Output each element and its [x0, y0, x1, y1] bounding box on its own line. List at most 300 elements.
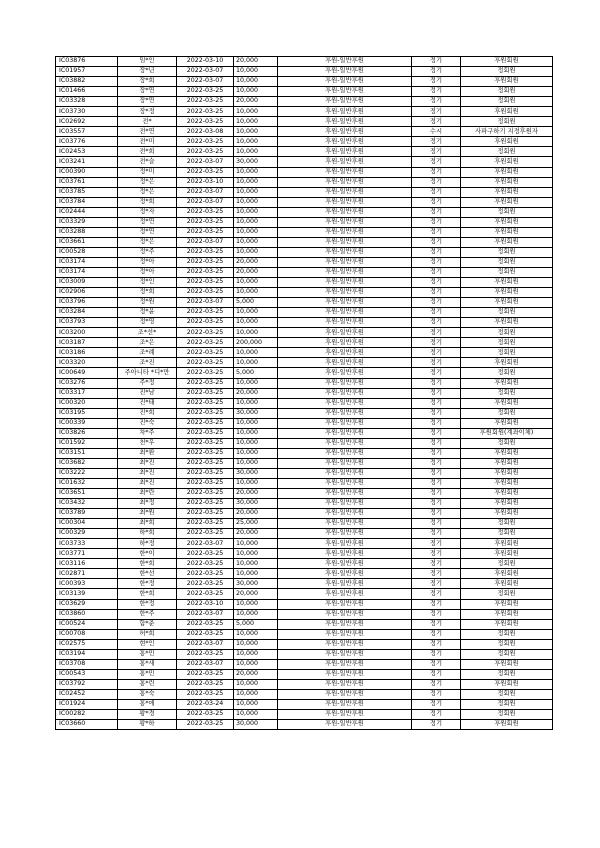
date-cell: 2022-03-25	[177, 388, 234, 398]
donor-name-cell: 정*은	[118, 187, 177, 197]
date-cell: 2022-03-25	[177, 689, 234, 699]
table-row	[56, 338, 553, 348]
category-cell: 후원-일반후원	[278, 720, 412, 730]
donor-name-cell: 정*윤	[118, 308, 177, 318]
date-cell: 2022-03-25	[177, 398, 234, 408]
date-cell: 2022-03-25	[177, 589, 234, 599]
amount-cell: 10,000	[234, 247, 278, 257]
date-cell: 2022-03-25	[177, 519, 234, 529]
date-cell: 2022-03-25	[177, 619, 234, 629]
amount-cell: 10,000	[234, 197, 278, 207]
date-cell: 2022-03-07	[177, 157, 234, 167]
category-cell: 후원-일반후원	[278, 378, 412, 388]
table-row	[56, 137, 553, 147]
cycle-cell: 정기	[412, 509, 461, 519]
date-cell: 2022-03-25	[177, 97, 234, 107]
donor-id-cell: IC01924	[56, 700, 118, 710]
date-cell: 2022-03-25	[177, 288, 234, 298]
date-cell: 2022-03-25	[177, 358, 234, 368]
category-cell: 후원-일반후원	[278, 509, 412, 519]
amount-cell: 10,000	[234, 458, 278, 468]
donor-id-cell: IC01466	[56, 87, 118, 97]
table-row	[56, 187, 553, 197]
donor-name-cell: 정*인	[118, 278, 177, 288]
donor-id-cell: IC02453	[56, 147, 118, 157]
donor-name-cell: 조*례	[118, 348, 177, 358]
amount-cell: 10,000	[234, 609, 278, 619]
member-type-cell: 정회원	[461, 247, 553, 257]
table-row	[56, 539, 553, 549]
date-cell: 2022-03-25	[177, 529, 234, 539]
donor-name-cell: 한*희	[118, 589, 177, 599]
amount-cell: 30,000	[234, 468, 278, 478]
donor-id-cell: IC00528	[56, 247, 118, 257]
cycle-cell: 정기	[412, 619, 461, 629]
category-cell: 후원-일반후원	[278, 609, 412, 619]
cycle-cell: 정기	[412, 549, 461, 559]
donor-id-cell: IC03200	[56, 328, 118, 338]
category-cell: 후원-일반후원	[278, 167, 412, 177]
date-cell: 2022-03-07	[177, 609, 234, 619]
cycle-cell: 정기	[412, 438, 461, 448]
category-cell: 후원-일반후원	[278, 478, 412, 488]
donor-name-cell: 최*원	[118, 509, 177, 519]
cycle-cell: 정기	[412, 237, 461, 247]
donor-id-cell: IC02444	[56, 207, 118, 217]
amount-cell: 10,000	[234, 599, 278, 609]
table-row	[56, 509, 553, 519]
amount-cell: 10,000	[234, 308, 278, 318]
category-cell: 후원-일반후원	[278, 197, 412, 207]
donor-id-cell: IC03174	[56, 267, 118, 277]
category-cell: 후원-일반후원	[278, 308, 412, 318]
member-type-cell: 후원회원	[461, 167, 553, 177]
category-cell: 후원-일반후원	[278, 237, 412, 247]
date-cell: 2022-03-25	[177, 257, 234, 267]
date-cell: 2022-03-07	[177, 77, 234, 87]
donor-name-cell: 장*년	[118, 67, 177, 77]
table-row	[56, 499, 553, 509]
table-row	[56, 247, 553, 257]
table-row	[56, 649, 553, 659]
table-row	[56, 127, 553, 137]
table-row	[56, 549, 553, 559]
donor-name-cell: 장*희	[118, 77, 177, 87]
donor-name-cell: 정*주	[118, 247, 177, 257]
member-type-cell: 정회원	[461, 308, 553, 318]
cycle-cell: 정기	[412, 710, 461, 720]
amount-cell: 10,000	[234, 127, 278, 137]
table-row	[56, 197, 553, 207]
table-row	[56, 458, 553, 468]
table-row	[56, 227, 553, 237]
member-type-cell: 정회원	[461, 710, 553, 720]
donor-id-cell: IC02575	[56, 639, 118, 649]
amount-cell: 10,000	[234, 318, 278, 328]
donor-name-cell: 현*인	[118, 639, 177, 649]
member-type-cell: 후원회원	[461, 57, 553, 67]
category-cell: 후원-일반후원	[278, 187, 412, 197]
donor-name-cell: 홍*숙	[118, 689, 177, 699]
category-cell: 후원-일반후원	[278, 217, 412, 227]
donor-name-cell: 황*하	[118, 720, 177, 730]
date-cell: 2022-03-24	[177, 700, 234, 710]
donor-id-cell: IC00339	[56, 418, 118, 428]
amount-cell: 10,000	[234, 117, 278, 127]
table-row	[56, 157, 553, 167]
category-cell: 후원-일반후원	[278, 428, 412, 438]
date-cell: 2022-03-25	[177, 679, 234, 689]
category-cell: 후원-일반후원	[278, 247, 412, 257]
donor-name-cell: 전*미	[118, 137, 177, 147]
donor-id-cell: IC03187	[56, 338, 118, 348]
table-row	[56, 378, 553, 388]
donor-id-cell: IC00524	[56, 619, 118, 629]
category-cell: 후원-일반후원	[278, 388, 412, 398]
category-cell: 후원-일반후원	[278, 117, 412, 127]
donor-id-cell: IC03174	[56, 257, 118, 267]
donor-name-cell: 정*아	[118, 257, 177, 267]
donor-id-cell: IC03432	[56, 499, 118, 509]
member-type-cell: 정회원	[461, 117, 553, 127]
donor-name-cell: 최*란	[118, 489, 177, 499]
date-cell: 2022-03-25	[177, 509, 234, 519]
donor-name-cell: 함*춘	[118, 619, 177, 629]
table-row	[56, 77, 553, 87]
donor-id-cell: IC03195	[56, 408, 118, 418]
cycle-cell: 정기	[412, 589, 461, 599]
member-type-cell: 정회원	[461, 388, 553, 398]
date-cell: 2022-03-25	[177, 669, 234, 679]
donor-name-cell: 최*희	[118, 519, 177, 529]
cycle-cell: 정기	[412, 448, 461, 458]
amount-cell: 10,000	[234, 428, 278, 438]
cycle-cell: 정기	[412, 489, 461, 499]
donor-id-cell: IC03826	[56, 428, 118, 438]
member-type-cell: 후원회원	[461, 217, 553, 227]
table-row	[56, 267, 553, 277]
category-cell: 후원-일반후원	[278, 107, 412, 117]
cycle-cell: 정기	[412, 167, 461, 177]
donor-name-cell: 한*선	[118, 569, 177, 579]
amount-cell: 30,000	[234, 720, 278, 730]
member-type-cell: 후원회원	[461, 107, 553, 117]
date-cell: 2022-03-25	[177, 549, 234, 559]
member-type-cell: 후원회원	[461, 569, 553, 579]
date-cell: 2022-03-25	[177, 328, 234, 338]
table-row	[56, 167, 553, 177]
donor-name-cell: 진*남	[118, 388, 177, 398]
donor-name-cell: 주*정	[118, 378, 177, 388]
cycle-cell: 정기	[412, 529, 461, 539]
member-type-cell: 후원회원	[461, 720, 553, 730]
amount-cell: 10,000	[234, 187, 278, 197]
cycle-cell: 정기	[412, 247, 461, 257]
member-type-cell: 정회원	[461, 257, 553, 267]
amount-cell: 10,000	[234, 398, 278, 408]
member-type-cell: 사파구하기 지정후원자	[461, 127, 553, 137]
cycle-cell: 정기	[412, 298, 461, 308]
donor-id-cell: IC00393	[56, 579, 118, 589]
donor-name-cell: 최*진	[118, 458, 177, 468]
cycle-cell: 정기	[412, 67, 461, 77]
member-type-cell: 후원회원	[461, 77, 553, 87]
cycle-cell: 정기	[412, 499, 461, 509]
member-type-cell: 후원회원	[461, 298, 553, 308]
member-type-cell: 후원회원	[461, 137, 553, 147]
member-type-cell: 정회원	[461, 559, 553, 569]
cycle-cell: 정기	[412, 700, 461, 710]
member-type-cell: 정회원	[461, 97, 553, 107]
donor-id-cell: IC03276	[56, 378, 118, 388]
amount-cell: 10,000	[234, 237, 278, 247]
amount-cell: 10,000	[234, 659, 278, 669]
table-row	[56, 639, 553, 649]
date-cell: 2022-03-07	[177, 187, 234, 197]
table-row	[56, 448, 553, 458]
donor-id-cell: IC03139	[56, 589, 118, 599]
donor-id-cell: IC03284	[56, 308, 118, 318]
amount-cell: 20,000	[234, 489, 278, 499]
amount-cell: 10,000	[234, 559, 278, 569]
member-type-cell: 정회원	[461, 639, 553, 649]
donor-id-cell: IC03222	[56, 468, 118, 478]
donor-id-cell: IC03660	[56, 720, 118, 730]
donor-id-cell: IC01957	[56, 67, 118, 77]
amount-cell: 10,000	[234, 438, 278, 448]
category-cell: 후원-일반후원	[278, 57, 412, 67]
amount-cell: 5,000	[234, 619, 278, 629]
category-cell: 후원-일반후원	[278, 579, 412, 589]
table-row	[56, 117, 553, 127]
category-cell: 후원-일반후원	[278, 559, 412, 569]
member-type-cell: 정회원	[461, 629, 553, 639]
category-cell: 후원-일반후원	[278, 257, 412, 267]
category-cell: 후원-일반후원	[278, 358, 412, 368]
table-row	[56, 278, 553, 288]
category-cell: 후원-일반후원	[278, 458, 412, 468]
date-cell: 2022-03-25	[177, 569, 234, 579]
table-row	[56, 519, 553, 529]
donor-id-cell: IC00649	[56, 368, 118, 378]
donor-name-cell: 한*이	[118, 549, 177, 559]
cycle-cell: 정기	[412, 458, 461, 468]
category-cell: 후원-일반후원	[278, 87, 412, 97]
table-row	[56, 288, 553, 298]
category-cell: 후원-일반후원	[278, 157, 412, 167]
table-row	[56, 599, 553, 609]
donor-id-cell: IC03151	[56, 448, 118, 458]
donor-id-cell: IC01632	[56, 478, 118, 488]
date-cell: 2022-03-25	[177, 308, 234, 318]
category-cell: 후원-일반후원	[278, 398, 412, 408]
category-cell: 후원-일반후원	[278, 619, 412, 629]
donor-name-cell: 천*우	[118, 438, 177, 448]
donor-name-cell: 장*정	[118, 107, 177, 117]
category-cell: 후원-일반후원	[278, 448, 412, 458]
member-type-cell: 정회원	[461, 408, 553, 418]
donor-name-cell: 하*정	[118, 539, 177, 549]
donor-id-cell: IC02692	[56, 117, 118, 127]
table-row	[56, 368, 553, 378]
date-cell: 2022-03-07	[177, 659, 234, 669]
amount-cell: 10,000	[234, 689, 278, 699]
amount-cell: 20,000	[234, 509, 278, 519]
member-type-cell: 후원회원	[461, 378, 553, 388]
cycle-cell: 정기	[412, 519, 461, 529]
table-row	[56, 348, 553, 358]
date-cell: 2022-03-25	[177, 499, 234, 509]
date-cell: 2022-03-25	[177, 247, 234, 257]
category-cell: 후원-일반후원	[278, 348, 412, 358]
date-cell: 2022-03-25	[177, 478, 234, 488]
category-cell: 후원-일반후원	[278, 67, 412, 77]
member-type-cell: 정회원	[461, 328, 553, 338]
cycle-cell: 정기	[412, 308, 461, 318]
cycle-cell: 정기	[412, 97, 461, 107]
member-type-cell: 정회원	[461, 368, 553, 378]
date-cell: 2022-03-25	[177, 710, 234, 720]
donor-id-cell: IC03682	[56, 458, 118, 468]
donor-name-cell: 조*선*	[118, 328, 177, 338]
donor-id-cell: IC03792	[56, 679, 118, 689]
date-cell: 2022-03-25	[177, 468, 234, 478]
cycle-cell: 정기	[412, 659, 461, 669]
donor-id-cell: IC02906	[56, 288, 118, 298]
date-cell: 2022-03-25	[177, 489, 234, 499]
date-cell: 2022-03-25	[177, 458, 234, 468]
amount-cell: 10,000	[234, 569, 278, 579]
cycle-cell: 정기	[412, 358, 461, 368]
donor-id-cell: IC03116	[56, 559, 118, 569]
donor-id-cell: IC00390	[56, 167, 118, 177]
cycle-cell: 정기	[412, 669, 461, 679]
table-row	[56, 619, 553, 629]
cycle-cell: 정기	[412, 288, 461, 298]
category-cell: 후원-일반후원	[278, 669, 412, 679]
amount-cell: 20,000	[234, 97, 278, 107]
table-row	[56, 679, 553, 689]
donor-name-cell: 장*연	[118, 97, 177, 107]
category-cell: 후원-일반후원	[278, 408, 412, 418]
amount-cell: 200,000	[234, 338, 278, 348]
donor-id-cell: IC03661	[56, 237, 118, 247]
donor-id-cell: IC02452	[56, 689, 118, 699]
category-cell: 후원-일반후원	[278, 288, 412, 298]
donor-id-cell: IC03329	[56, 217, 118, 227]
amount-cell: 20,000	[234, 267, 278, 277]
table-row	[56, 629, 553, 639]
date-cell: 2022-03-25	[177, 217, 234, 227]
cycle-cell: 정기	[412, 378, 461, 388]
table-row	[56, 569, 553, 579]
date-cell: 2022-03-07	[177, 197, 234, 207]
donor-name-cell: 전*연	[118, 127, 177, 137]
donor-id-cell: IC03557	[56, 127, 118, 137]
cycle-cell: 정기	[412, 418, 461, 428]
table-row	[56, 147, 553, 157]
member-type-cell: 후원회원	[461, 358, 553, 368]
amount-cell: 10,000	[234, 87, 278, 97]
category-cell: 후원-일반후원	[278, 519, 412, 529]
donor-name-cell: 정*아	[118, 267, 177, 277]
member-type-cell: 정회원	[461, 267, 553, 277]
date-cell: 2022-03-25	[177, 559, 234, 569]
table-row	[56, 659, 553, 669]
donor-name-cell: 정*희	[118, 197, 177, 207]
amount-cell: 10,000	[234, 328, 278, 338]
cycle-cell: 정기	[412, 157, 461, 167]
amount-cell: 10,000	[234, 137, 278, 147]
amount-cell: 10,000	[234, 177, 278, 187]
amount-cell: 10,000	[234, 549, 278, 559]
cycle-cell: 정기	[412, 107, 461, 117]
category-cell: 후원-일반후원	[278, 539, 412, 549]
member-type-cell: 후원회원	[461, 579, 553, 589]
category-cell: 후원-일반후원	[278, 278, 412, 288]
amount-cell: 10,000	[234, 207, 278, 217]
category-cell: 후원-일반후원	[278, 298, 412, 308]
table-row	[56, 388, 553, 398]
cycle-cell: 정기	[412, 579, 461, 589]
member-type-cell: 정회원	[461, 348, 553, 358]
table-row	[56, 237, 553, 247]
category-cell: 후원-일반후원	[278, 639, 412, 649]
date-cell: 2022-03-25	[177, 428, 234, 438]
category-cell: 후원-일반후원	[278, 318, 412, 328]
donor-name-cell: 최*정	[118, 499, 177, 509]
member-type-cell: 후원회원(계좌이체)	[461, 428, 553, 438]
table-row	[56, 57, 553, 67]
member-type-cell: 후원회원	[461, 659, 553, 669]
table-row	[56, 67, 553, 77]
table-row	[56, 217, 553, 227]
donor-name-cell: 조*은	[118, 338, 177, 348]
category-cell: 후원-일반후원	[278, 368, 412, 378]
member-type-cell: 후원회원	[461, 187, 553, 197]
donor-name-cell: 진*희	[118, 408, 177, 418]
category-cell: 후원-일반후원	[278, 77, 412, 87]
donor-id-cell: IC03876	[56, 57, 118, 67]
donor-name-cell: 정*은	[118, 237, 177, 247]
donor-id-cell: IC03320	[56, 358, 118, 368]
donor-id-cell: IC03288	[56, 227, 118, 237]
amount-cell: 10,000	[234, 629, 278, 639]
donor-id-cell: IC03009	[56, 278, 118, 288]
donor-name-cell: 정*은	[118, 177, 177, 187]
donor-id-cell: IC02871	[56, 569, 118, 579]
cycle-cell: 정기	[412, 348, 461, 358]
cycle-cell: 정기	[412, 117, 461, 127]
table-row	[56, 298, 553, 308]
cycle-cell: 정기	[412, 428, 461, 438]
donor-id-cell: IC03186	[56, 348, 118, 358]
donor-name-cell: 황*경	[118, 710, 177, 720]
member-type-cell: 후원회원	[461, 509, 553, 519]
member-type-cell: 후원회원	[461, 619, 553, 629]
amount-cell: 10,000	[234, 167, 278, 177]
cycle-cell: 정기	[412, 338, 461, 348]
cycle-cell: 수시	[412, 127, 461, 137]
cycle-cell: 정기	[412, 87, 461, 97]
member-type-cell: 후원회원	[461, 398, 553, 408]
donor-id-cell: IC00320	[56, 398, 118, 408]
cycle-cell: 정기	[412, 388, 461, 398]
cycle-cell: 정기	[412, 227, 461, 237]
donor-name-cell: 홍*린	[118, 679, 177, 689]
donation-table	[55, 56, 553, 730]
table-row	[56, 107, 553, 117]
